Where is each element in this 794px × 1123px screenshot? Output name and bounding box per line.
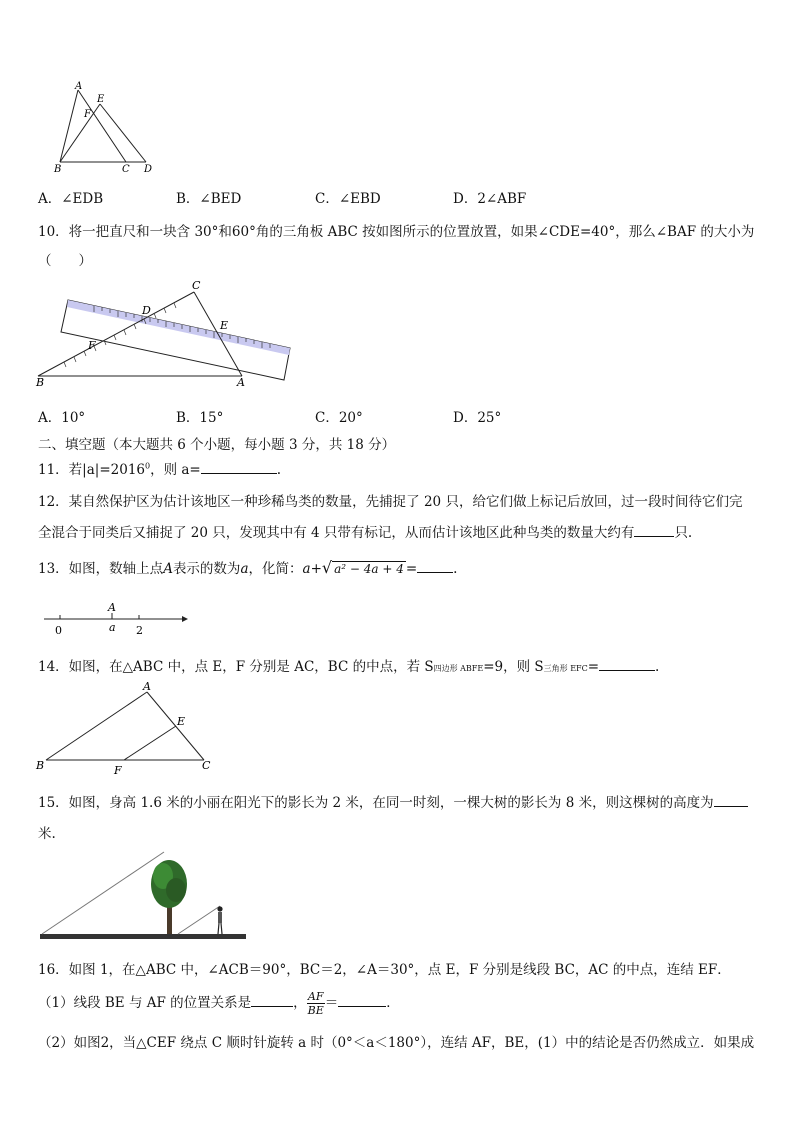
q11-stem [38, 458, 281, 478]
q11-exponent: 0 [145, 461, 151, 471]
q10-stem-line2: （ ） [38, 253, 92, 269]
q9-option-d[interactable]: D．2∠ABF [453, 191, 527, 207]
q13-expr-a: a [302, 561, 311, 577]
tree-icon [151, 860, 187, 934]
q10-label-f: F [88, 339, 96, 352]
q10-option-a[interactable]: A．10° [38, 410, 86, 426]
q9-option-c[interactable]: C．∠EBD [315, 191, 381, 207]
q10-label-b: B [36, 376, 45, 389]
q15-text-pre: 15．如图，身高 1.6 米的小丽在阳光下的影长为 2 米，在同一时刻，一棵大树的影长为 8 米，则这棵树的高度为 [38, 795, 714, 811]
q13-axis-label-a-point: A [108, 601, 116, 614]
q13-answer-blank[interactable] [417, 558, 453, 573]
q14-text-pre: 14．如图，在△ABC 中，点 E，F 分别是 AC，BC 的中点，若 S [38, 659, 434, 675]
q13-text-mid: 表示的数为 [172, 561, 241, 577]
q11-answer-blank[interactable] [201, 459, 277, 474]
q14-label-a: A [143, 680, 151, 693]
q12-text-pre: 全混合于同类后又捕捉了 20 只，发现其中有 4 只带有标记，从而估计该地区此种鸟类的数量大约有 [38, 525, 635, 541]
q9-label-d: D [144, 164, 153, 175]
q16-part1-comma: ， [293, 995, 307, 1011]
q9-option-a[interactable]: A．∠EDB [38, 191, 104, 207]
q14-triangle-figure [34, 680, 219, 778]
q14-label-c: C [202, 759, 211, 772]
q15-stem-line2: 米. [38, 826, 56, 842]
q12-text-post: 只. [674, 525, 693, 541]
q14-stem [38, 655, 659, 675]
q10-label-e: E [220, 319, 229, 332]
q12-stem-line1: 12．某自然保护区为估计该地区一种珍稀鸟类的数量，先捕捉了 20 只，给它们做上标记后放回，过一段时间待它们完 [38, 494, 743, 510]
q13-text-mid2: ，化简： [248, 561, 303, 577]
q16-part1-eq: ＝ [324, 995, 339, 1011]
q16-fraction-denominator: BE [307, 1004, 324, 1017]
q10-ruler-triangle-figure [34, 276, 296, 390]
q13-number-line [40, 598, 190, 638]
q13-axis-label-two: 2 [136, 624, 143, 637]
q16-fraction-numerator: AF [307, 990, 324, 1003]
person-icon [217, 906, 222, 934]
q14-text-post: . [655, 659, 660, 675]
q16-stem-line1: 16．如图 1，在△ABC 中，∠ACB＝90°，BC＝2，∠A＝30°，点 E，F 分别是线段 BC，AC 的中点，连结 EF． [38, 962, 731, 978]
q9-triangle-figure [50, 80, 160, 175]
q9-label-e: E [97, 94, 105, 105]
q13-axis-label-a: a [109, 621, 116, 634]
q9-label-f: F [84, 109, 91, 120]
q16-part1-blank-ratio[interactable] [338, 992, 386, 1007]
q15-stem-line1 [38, 791, 748, 811]
q13-point-a: A [163, 561, 173, 577]
q15-answer-blank[interactable] [714, 792, 748, 807]
q13-sqrt-icon: √ [321, 558, 333, 577]
q13-var-a: a [240, 561, 249, 577]
q14-sub-triangle: 三角形 EFC [543, 664, 588, 673]
q10-label-a: A [237, 376, 245, 389]
q9-option-b[interactable]: B．∠BED [176, 191, 242, 207]
q11-text-post: . [276, 462, 282, 478]
q16-part1-text-post: ． [386, 995, 400, 1011]
q10-option-c[interactable]: C．20° [315, 410, 363, 426]
q10-label-d: D [142, 304, 151, 317]
q10-label-c: C [192, 279, 201, 292]
q16-fraction [307, 990, 325, 1017]
q14-answer-blank[interactable] [599, 656, 655, 671]
q14-label-f: F [114, 764, 122, 777]
q16-part2: （2）如图2，当△CEF 绕点 C 顺时针旋转 a 时（0°＜a＜180°），连结 AF，BE，(1）中的结论是否仍然成立．如果成 [38, 1035, 755, 1051]
q12-stem-line2 [38, 521, 692, 541]
q13-eq: = [405, 561, 418, 577]
q9-label-c: C [122, 164, 130, 175]
q9-label-b: B [54, 164, 62, 175]
section-fill-in-heading: 二、填空题（本大题共 6 个小题，每小题 3 分，共 18 分） [38, 437, 396, 453]
q16-part1 [38, 990, 400, 1017]
q14-sub-quadrilateral: 四边形 ABFE [433, 664, 484, 673]
q13-plus: + [310, 561, 322, 577]
q10-option-d[interactable]: D．25° [453, 410, 502, 426]
q15-tree-shadow-figure [38, 848, 248, 946]
q13-text-post: . [453, 561, 458, 577]
q13-stem [38, 557, 457, 577]
q11-text-mid: ，则 a= [150, 462, 201, 478]
q13-axis-label-zero: 0 [55, 624, 62, 637]
q10-option-b[interactable]: B．15° [176, 410, 224, 426]
q14-label-e: E [177, 715, 186, 728]
q10-stem-line1: 10．将一把直尺和一块含 30°和60°角的三角板 ABC 按如图所示的位置放置，如果∠CDE=40°，那么∠BAF 的大小为 [38, 224, 755, 240]
q13-radicand: a² − 4a + 4 [334, 562, 404, 576]
q9-label-a: A [75, 81, 83, 92]
q14-text-mid: =9，则 S [483, 659, 544, 675]
q11-text-pre: 11．若|a|=2016 [38, 462, 145, 478]
q14-label-b: B [36, 759, 45, 772]
q16-part1-text-pre: （1）线段 BE 与 AF 的位置关系是 [38, 995, 252, 1011]
q13-text-pre: 13．如图，数轴上点 [38, 561, 164, 577]
q12-answer-blank[interactable] [634, 522, 674, 537]
q16-part1-blank-position[interactable] [251, 992, 293, 1007]
q14-eq: = [587, 659, 600, 675]
